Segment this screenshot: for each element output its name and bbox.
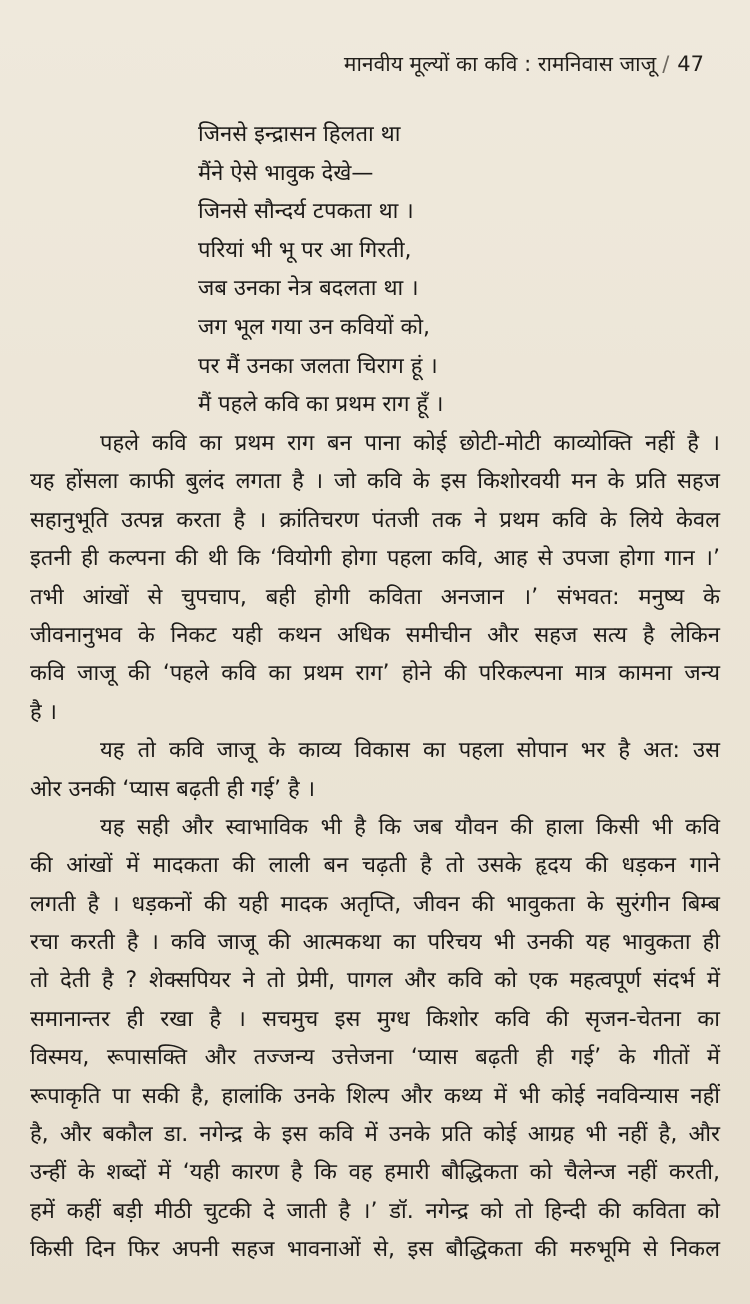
paragraph: [30, 809, 720, 1270]
paragraph: [30, 732, 720, 809]
text-line: तो देती है ? शेक्सपियर ने तो प्रेमी, पागल और कवि को एक महत्वपूर्ण संदर्भ में: [30, 968, 720, 994]
running-title: मानवीय मूल्यों का कवि : रामनिवास जाजू: [343, 52, 657, 76]
text-line: रचा करती है । कवि जाजू की आत्मकथा का परिचय भी उनकी यह भावुकता ही: [30, 930, 720, 956]
text-line: रूपाकृति पा सकी है, हालांकि उनके शिल्प और कथ्य में भी कोई नवविन्यास नहीं: [30, 1083, 720, 1109]
verse-line: मैंने ऐसे भावुक देखे—: [198, 160, 374, 186]
text-line: किसी दिन फिर अपनी सहज भावनाओं से, इस बौद्धिकता की मरुभूमि से निकल: [30, 1237, 720, 1263]
text-line: जीवनानुभव के निकट यही कथन अधिक समीचीन और सहज सत्य है लेकिन: [30, 622, 720, 648]
text-line: समानान्तर ही रखा है । सचमुच इस मुग्ध किशोर कवि की सृजन-चेतना का: [30, 1006, 720, 1032]
text-line: है ।: [30, 699, 58, 725]
text-line: इतनी ही कल्पना की थी कि ‘वियोगी होगा पहला कवि, आह से उपजा होगा गान ।’: [30, 546, 720, 572]
text-line: उन्हीं के शब्दों में ‘यही कारण है कि वह हमारी बौद्धिकता को चैलेन्ज नहीं करती,: [30, 1160, 720, 1186]
verse-line: जिनसे इन्द्रासन हिलता था: [198, 122, 401, 147]
text-line: हमें कहीं बड़ी मीठी चुटकी दे जाती है ।’ डॉ. नगेन्द्र को तो हिन्दी की कविता को: [30, 1198, 720, 1224]
paragraph: [30, 425, 720, 732]
text-line: कवि जाजू की ‘पहले कवि का प्रथम राग’ होने की परिकल्पना मात्र कामना जन्य: [30, 661, 720, 687]
text-line: यह तो कवि जाजू के काव्य विकास का पहला सोपान भर है अत: उस: [100, 738, 720, 764]
verse-line: मैं पहले कवि का प्रथम राग हूँ ।: [198, 392, 444, 418]
verse-line: जग भूल गया उन कवियों को,: [198, 314, 431, 340]
verse-line: पर मैं उनका जलता चिराग हूं ।: [198, 353, 438, 379]
text-line: सहानुभूति उत्पन्न करता है । क्रांतिचरण पंतजी तक ने प्रथम कवि के लिये केवल: [30, 507, 720, 533]
running-header: [344, 44, 704, 84]
verse-line: जब उनका नेत्र बदलता था ।: [198, 276, 419, 302]
body-text: [30, 425, 720, 1270]
text-line: लगती है । धड़कनों की यही मादक अतृप्ति, जीवन की भावुकता के सुरंगीन बिम्ब: [30, 891, 720, 917]
verse-block: [198, 116, 558, 425]
text-line: यह होंसला काफी बुलंद लगता है । जो कवि के इस किशोरवयी मन के प्रति सहज: [30, 469, 720, 495]
text-line: पहले कवि का प्रथम राग बन पाना कोई छोटी-मोटी काव्योक्ति नहीं है ।: [100, 431, 720, 456]
page-number: 47: [677, 52, 704, 76]
text-line: की आंखों में मादकता की लाली बन चढ़ती है तो उसके हृदय की धड़कन गाने: [30, 853, 720, 879]
text-line: है, और बकौल डा. नगेन्द्र के इस कवि में उनके प्रति कोई आग्रह भी नहीं है, और: [30, 1122, 720, 1148]
text-line: यह सही और स्वाभाविक भी है कि जब यौवन की हाला किसी भी कवि: [100, 814, 720, 840]
text-line: तभी आंखों से चुपचाप, बही होगी कविता अनजान ।’ संभवत: मनुष्य के: [30, 584, 720, 610]
verse-line: जिनसे सौन्दर्य टपकता था ।: [198, 199, 414, 225]
text-line: विस्मय, रूपासक्ति और तज्जन्य उत्तेजना ‘प्यास बढ़ती ही गई’ के गीतों में: [30, 1045, 720, 1071]
header-separator: /: [662, 52, 670, 76]
verse-line: परियां भी भू पर आ गिरती,: [198, 237, 412, 263]
text-line: ओर उनकी ‘प्यास बढ़ती ही गई’ है ।: [30, 776, 316, 802]
